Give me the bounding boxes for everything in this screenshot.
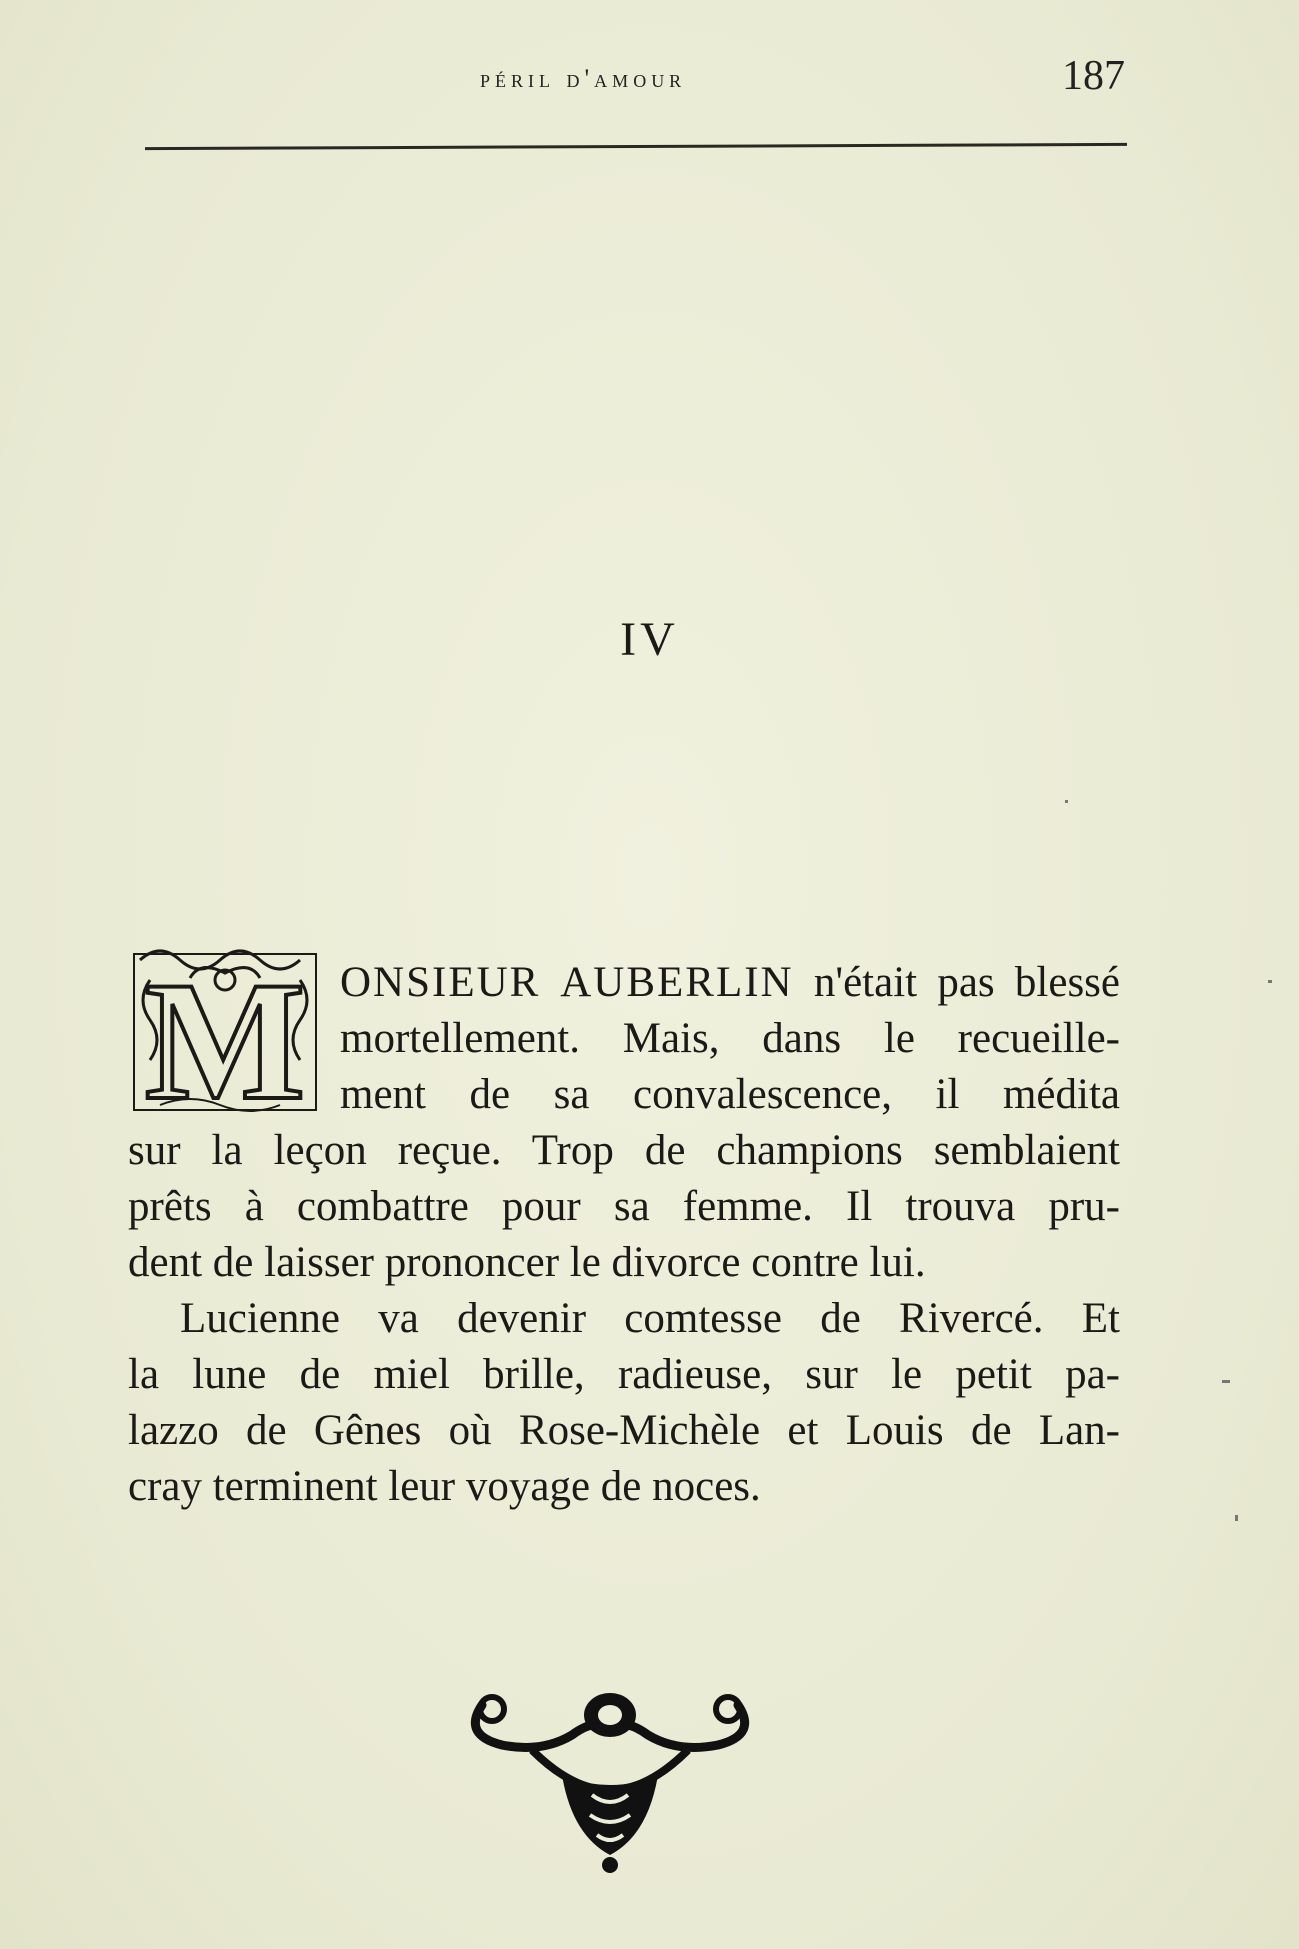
svg-text:M: M [144,947,306,1115]
paper-speck [1235,1515,1238,1521]
text-line-3: ment de sa convalescence, il médita [340,1071,1120,1118]
text-line-10: cray terminent leur voyage de noces. [128,1463,761,1510]
text-line-5: prêts à combattre pour sa femme. Il trouva pru- [128,1183,1120,1230]
body-text [128,955,1120,1515]
text-line-6: dent de laisser prononcer le divorce contre lui. [128,1239,926,1286]
paper-speck [1222,1380,1230,1383]
text-line-8: la lune de miel brille, radieuse, sur le petit pa- [128,1351,1120,1398]
text-line-7: Lucienne va devenir comtesse de Rivercé. Et [180,1295,1120,1342]
page-number: 187 [1062,53,1125,99]
header-rule [145,143,1127,150]
paper-speck [1268,980,1272,983]
text-line-1: ONSIEUR AUBERLIN n'était pas blessé [340,959,1120,1006]
running-title: péril d'amour [480,64,687,93]
text-line-4: sur la leçon reçue. Trop de champions semblaient [128,1127,1120,1174]
text-line-2: mortellement. Mais, dans le recueille- [340,1015,1120,1062]
chapter-number: IV [620,613,679,666]
text-line-9: lazzo de Gênes où Rose-Michèle et Louis de Lan- [128,1407,1120,1454]
paper-speck [1065,800,1068,803]
tailpiece-ornament-icon [462,1675,758,1875]
